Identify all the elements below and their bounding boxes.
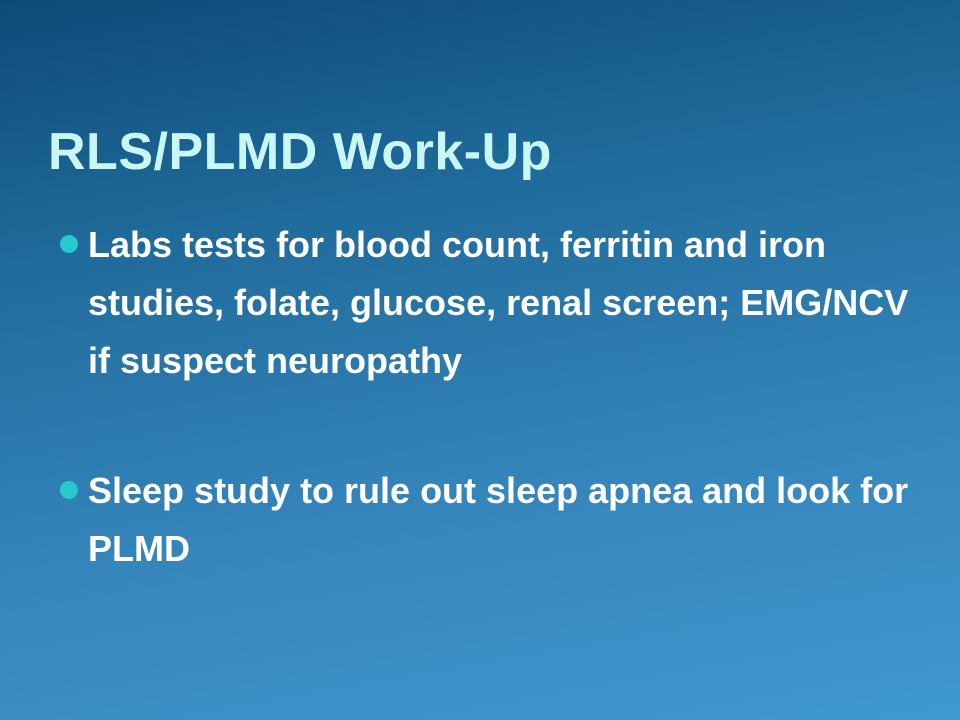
slide-title: RLS/PLMD Work-Up — [48, 123, 552, 181]
bullet-item-sleep-study — [60, 462, 930, 578]
bullet-dot-icon — [60, 481, 78, 499]
bullet-item-lab-tests — [60, 216, 930, 390]
bullet-list — [60, 216, 930, 578]
bullet-text: Labs tests for blood count, ferritin and iron studies, folate, glucose, renal screen; EMG/NCV if suspect neuropathy — [88, 224, 909, 381]
bullet-dot-icon — [60, 235, 78, 253]
bullet-text: Sleep study to rule out sleep apnea and look for PLMD — [88, 470, 909, 569]
